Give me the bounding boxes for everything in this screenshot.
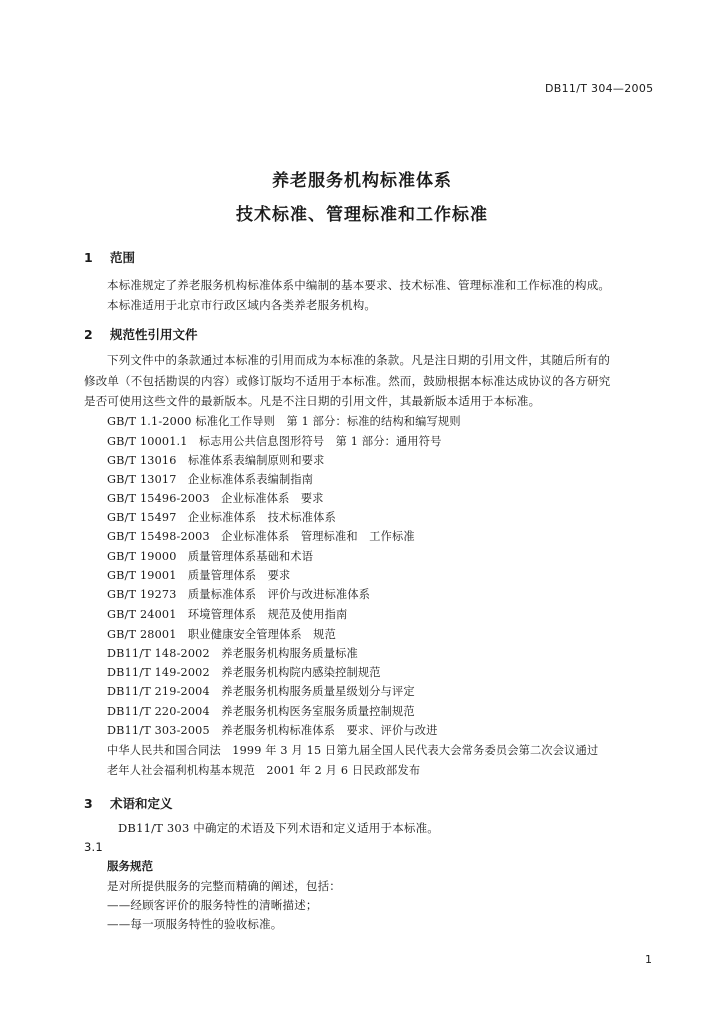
section-2-intro-line: 下列文件中的条款通过本标准的引用而成为本标准的条款。凡是注日期的引用文件，其随后所有的 (107, 353, 611, 367)
section-1-line: 本标准规定了养老服务机构标准体系中编制的基本要求、技术标准、管理标准和工作标准的构成。 (107, 278, 611, 292)
section-1-title: 范围 (110, 250, 136, 265)
section-3-title: 术语和定义 (110, 796, 173, 811)
term-definition: 是对所提供服务的完整而精确的阐述，包括： (107, 879, 341, 893)
reference-item: GB/T 13016 标准体系表编制原则和要求 (107, 454, 325, 467)
reference-item: DB11/T 220-2004 养老服务机构医务室服务质量控制规范 (107, 705, 415, 718)
reference-item: GB/T 1.1-2000 标准化工作导则 第 1 部分：标准的结构和编写规则 (107, 415, 461, 428)
reference-item: GB/T 15497 企业标准体系 技术标准体系 (107, 511, 336, 524)
section-1-line: 本标准适用于北京市行政区域内各类养老服务机构。 (107, 298, 377, 312)
section-2-heading (84, 325, 198, 343)
reference-item: GB/T 19001 质量管理体系 要求 (107, 569, 291, 582)
section-2-title: 规范性引用文件 (110, 327, 198, 342)
reference-item: GB/T 15498-2003 企业标准体系 管理标准和 工作标准 (107, 530, 415, 543)
definition-item: ——经顾客评价的服务特性的清晰描述； (107, 898, 318, 912)
document-title-line1: 养老服务机构标准体系 (272, 171, 452, 191)
reference-item: DB11/T 149-2002 养老服务机构院内感染控制规范 (107, 666, 381, 679)
term-number: 3.1 (84, 840, 103, 854)
section-3-heading (84, 794, 173, 812)
section-1-heading (84, 248, 135, 266)
term-name: 服务规范 (107, 859, 153, 873)
reference-item: GB/T 13017 企业标准体系表编制指南 (107, 473, 314, 486)
section-2-intro-line: 是否可使用这些文件的最新版本。凡是不注日期的引用文件，其最新版本适用于本标准。 (84, 394, 541, 408)
reference-item: DB11/T 148-2002 养老服务机构服务质量标准 (107, 647, 358, 660)
definition-item: ——每一项服务特性的验收标准。 (107, 917, 283, 931)
reference-item: GB/T 10001.1 标志用公共信息图形符号 第 1 部分：通用符号 (107, 435, 442, 448)
reference-item: 中华人民共和国合同法 1999 年 3 月 15 日第九届全国人民代表大会常务委员会第二次会议通过 (107, 744, 599, 757)
reference-item: GB/T 28001 职业健康安全管理体系 规范 (107, 628, 336, 641)
section-2-intro-line: 修改单（不包括勘误的内容）或修订版均不适用于本标准。然而，鼓励根据本标准达成协议的各方研究 (84, 374, 611, 388)
reference-item: GB/T 19000 质量管理体系基础和术语 (107, 550, 314, 563)
section-2-number: 2 (84, 327, 93, 342)
page-number: 1 (645, 953, 652, 966)
reference-item: DB11/T 219-2004 养老服务机构服务质量星级划分与评定 (107, 685, 415, 698)
reference-item: GB/T 19273 质量标准体系 评价与改进标准体系 (107, 588, 371, 601)
reference-item: GB/T 24001 环境管理体系 规范及使用指南 (107, 608, 348, 621)
document-title-line2: 技术标准、管理标准和工作标准 (236, 205, 488, 225)
section-3-intro: DB11/T 303 中确定的术语及下列术语和定义适用于本标准。 (118, 821, 440, 835)
reference-item: 老年人社会福利机构基本规范 2001 年 2 月 6 日民政部发布 (107, 764, 421, 777)
section-3-number: 3 (84, 796, 93, 811)
standard-code: DB11/T 304—2005 (545, 82, 654, 95)
reference-item: GB/T 15496-2003 企业标准体系 要求 (107, 492, 324, 505)
section-1-number: 1 (84, 250, 93, 265)
reference-item: DB11/T 303-2005 养老服务机构标准体系 要求、评价与改进 (107, 724, 438, 737)
